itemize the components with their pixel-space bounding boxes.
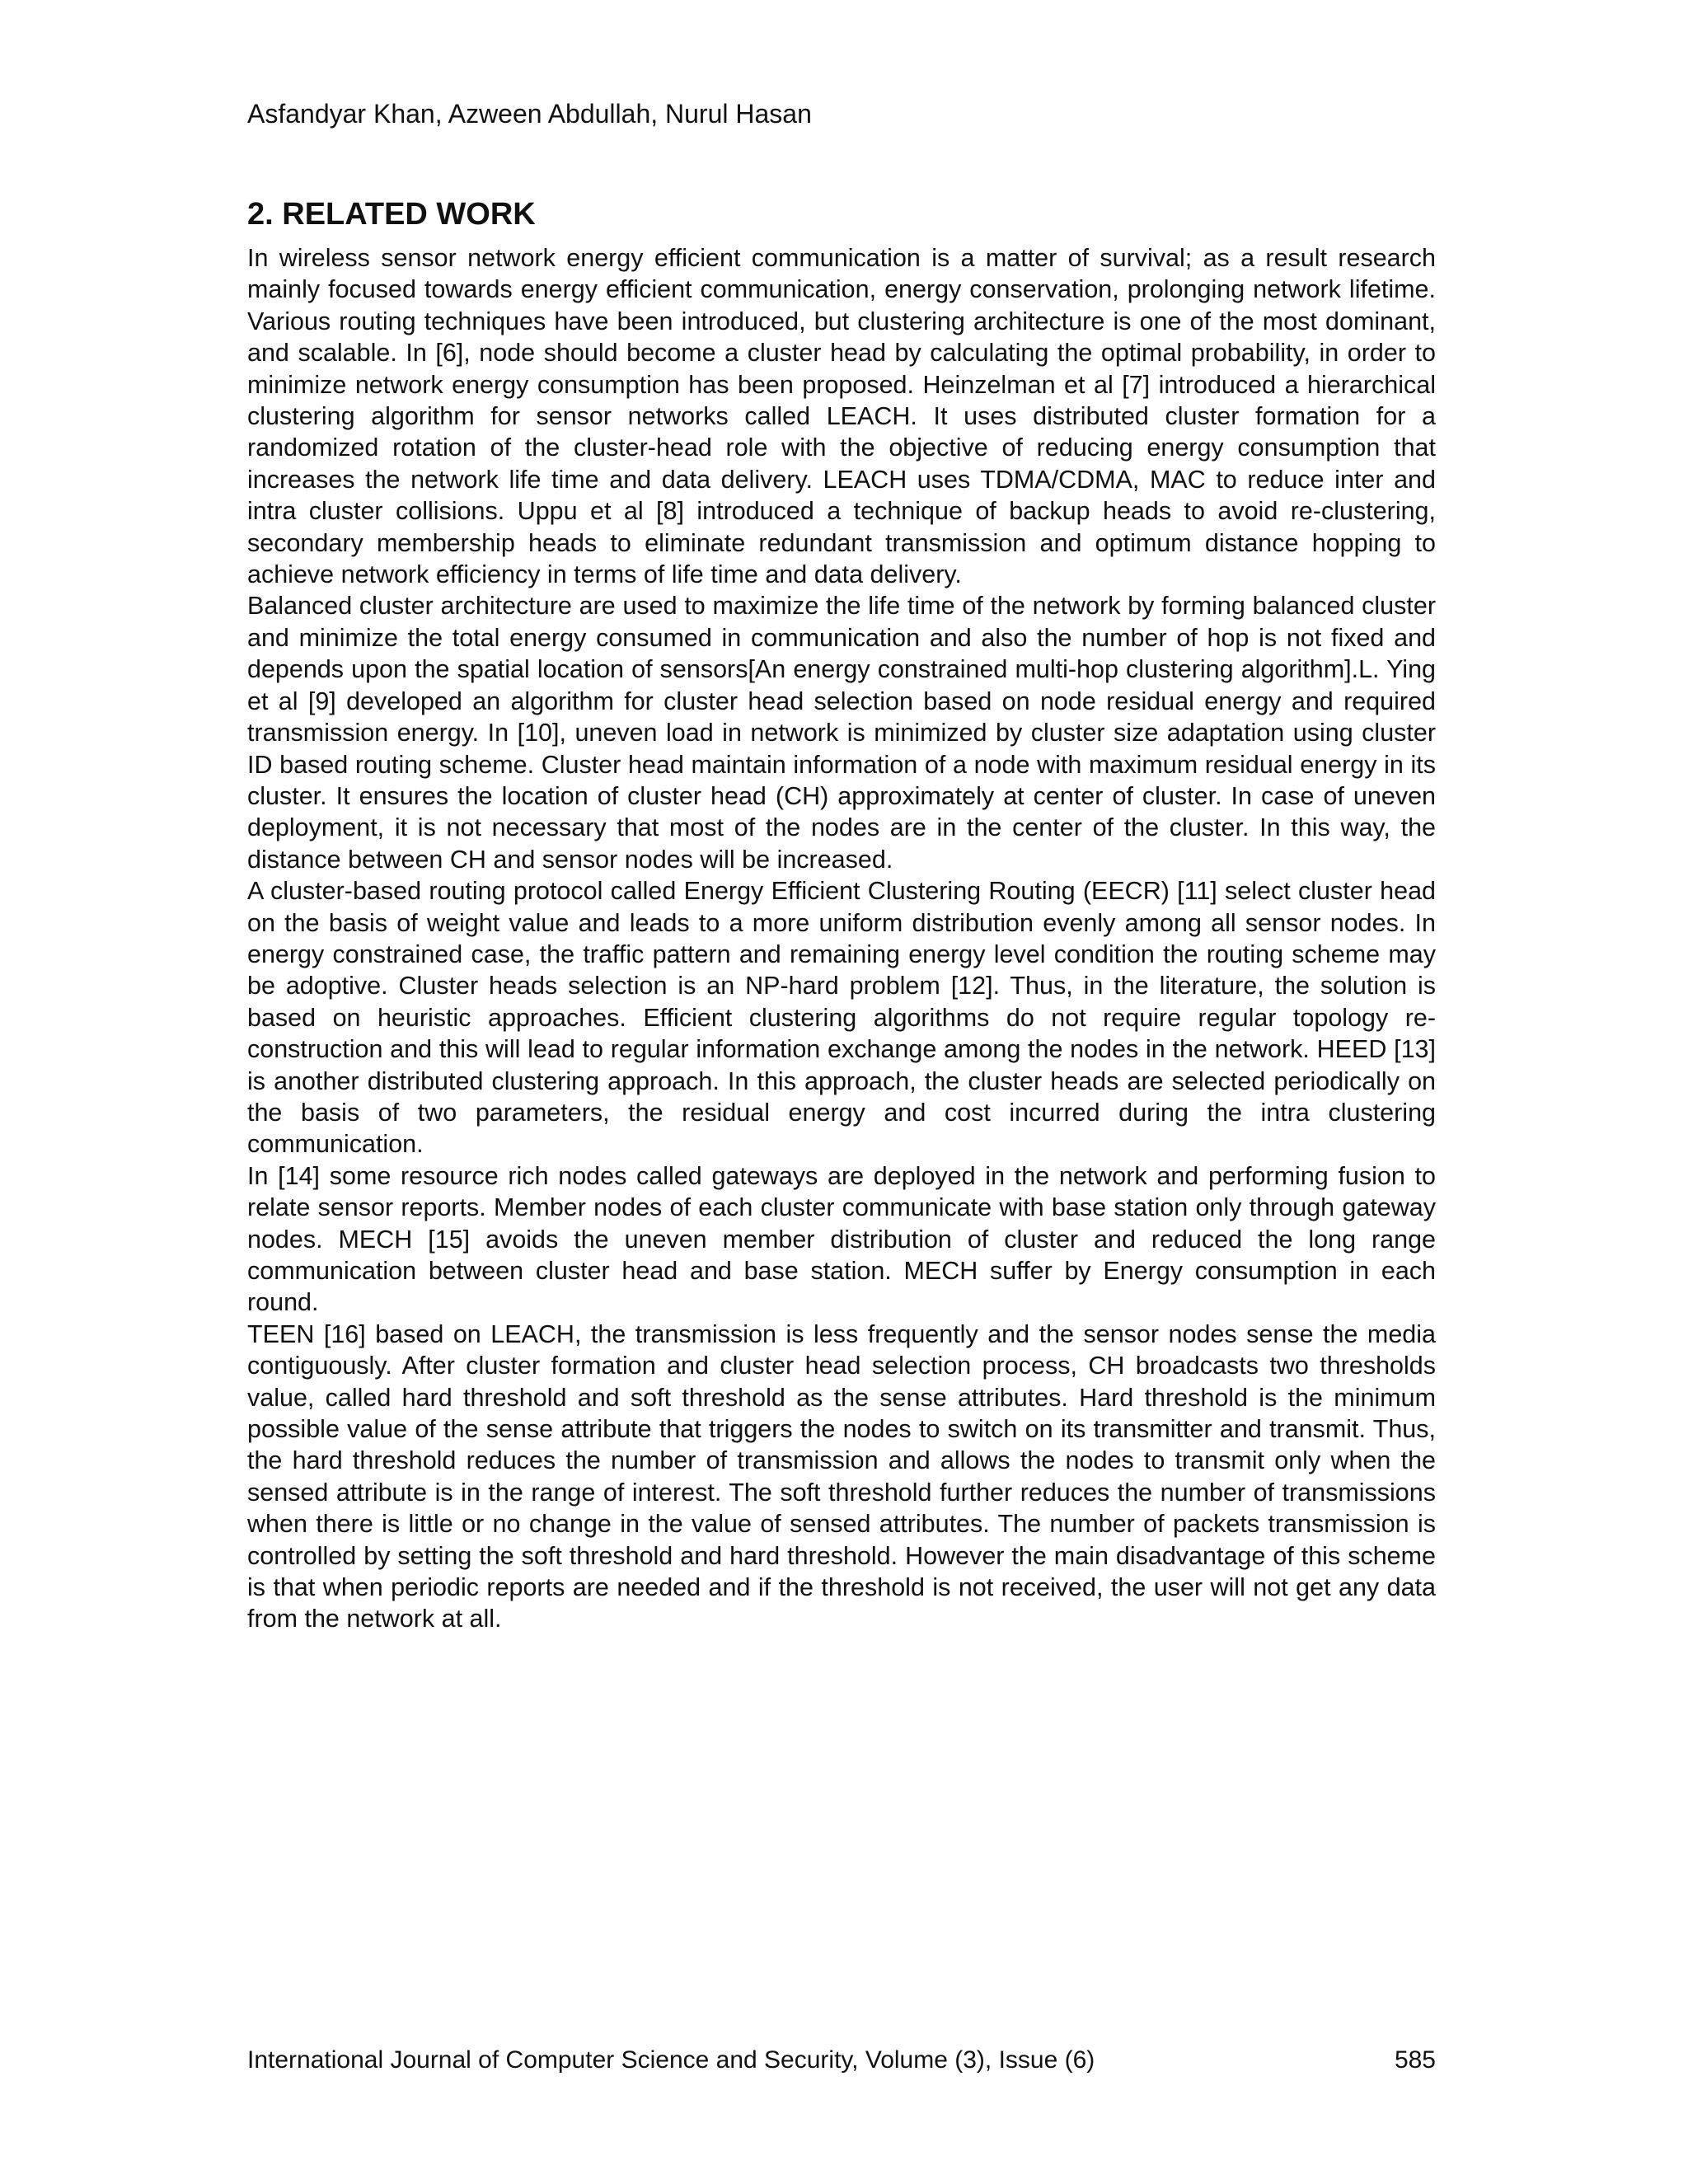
running-head-authors: Asfandyar Khan, Azween Abdullah, Nurul Hasan xyxy=(247,99,812,129)
section-heading: 2. RELATED WORK xyxy=(247,197,536,232)
page-footer xyxy=(247,2044,1436,2077)
footer-journal-citation: International Journal of Computer Science and Security, Volume (3), Issue (6) xyxy=(247,2046,1095,2074)
paragraph-4: In [14] some resource rich nodes called gateways are deployed in the network and performing fusion to relate sensor reports. Member nodes of each cluster communicate with base station only through gateway nodes. MECH [15] avoids the uneven member distribution of cluster and reduced the long range communication between cluster head and base station. MECH suffer by Energy consumption in each round. xyxy=(247,1161,1436,1317)
paragraph-2: Balanced cluster architecture are used to maximize the life time of the network by forming balanced cluster and minimize the total energy consumed in communication and also the number of hop is not fixed and depends upon the spatial location of sensors[An energy constrained multi-hop clustering algorithm].L. Ying et al [9] developed an algorithm for cluster head selection based on node residual energy and required transmission energy. In [10], uneven load in network is minimized by cluster size adaptation using cluster ID based routing scheme. Cluster head maintain information of a node with maximum residual energy in its cluster. It ensures the location of cluster head (CH) approximately at center of cluster. In case of uneven deployment, it is not necessary that most of the nodes are in the center of the cluster. In this way, the distance between CH and sensor nodes will be increased. xyxy=(247,592,1436,874)
paragraph-1: In wireless sensor network energy efficient communication is a matter of survival; as a result research mainly focused towards energy efficient communication, energy conservation, prolonging network lifetime. Various routing techniques have been introduced, but clustering architecture is one of the most dominant, and scalable. In [6], node should become a cluster head by calculating the optimal probability, in order to minimize network energy consumption has been proposed. Heinzelman et al [7] introduced a hierarchical clustering algorithm for sensor networks called LEACH. It uses distributed cluster formation for a randomized rotation of the cluster-head role with the objective of reducing energy consumption that increases the network life time and data delivery. LEACH uses TDMA/CDMA, MAC to reduce inter and intra cluster collisions. Uppu et al [8] introduced a technique of backup heads to avoid re-clustering, secondary membership heads to eliminate redundant transmission and optimum distance hopping to achieve network efficiency in terms of life time and data delivery. xyxy=(247,244,1436,589)
paragraph-3: A cluster-based routing protocol called Energy Efficient Clustering Routing (EECR) [11] select cluster head on the basis of weight value and leads to a more uniform distribution evenly among all sensor nodes. In energy constrained case, the traffic pattern and remaining energy level condition the routing scheme may be adoptive. Cluster heads selection is an NP-hard problem [12]. Thus, in the literature, the solution is based on heuristic approaches. Efficient clustering algorithms do not require regular topology re-construction and this will lead to regular information exchange among the nodes in the network. HEED [13] is another distributed clustering approach. In this approach, the cluster heads are selected periodically on the basis of two parameters, the residual energy and cost incurred during the intra clustering communication. xyxy=(247,877,1436,1159)
section-body xyxy=(247,242,1436,1635)
page-number: 585 xyxy=(1394,2046,1436,2074)
paragraph-5: TEEN [16] based on LEACH, the transmission is less frequently and the sensor nodes sense the media contiguously. After cluster formation and cluster head selection process, CH broadcasts two thresholds value, called hard threshold and soft threshold as the sense attributes. Hard threshold is the minimum possible value of the sense attribute that triggers the nodes to switch on its transmitter and transmit. Thus, the hard threshold reduces the number of transmission and allows the nodes to transmit only when the sensed attribute is in the range of interest. The soft threshold further reduces the number of transmissions when there is little or no change in the value of sensed attributes. The number of packets transmission is controlled by setting the soft threshold and hard threshold. However the main disadvantage of this scheme is that when periodic reports are needed and if the threshold is not received, the user will not get any data from the network at all. xyxy=(247,1319,1436,1633)
